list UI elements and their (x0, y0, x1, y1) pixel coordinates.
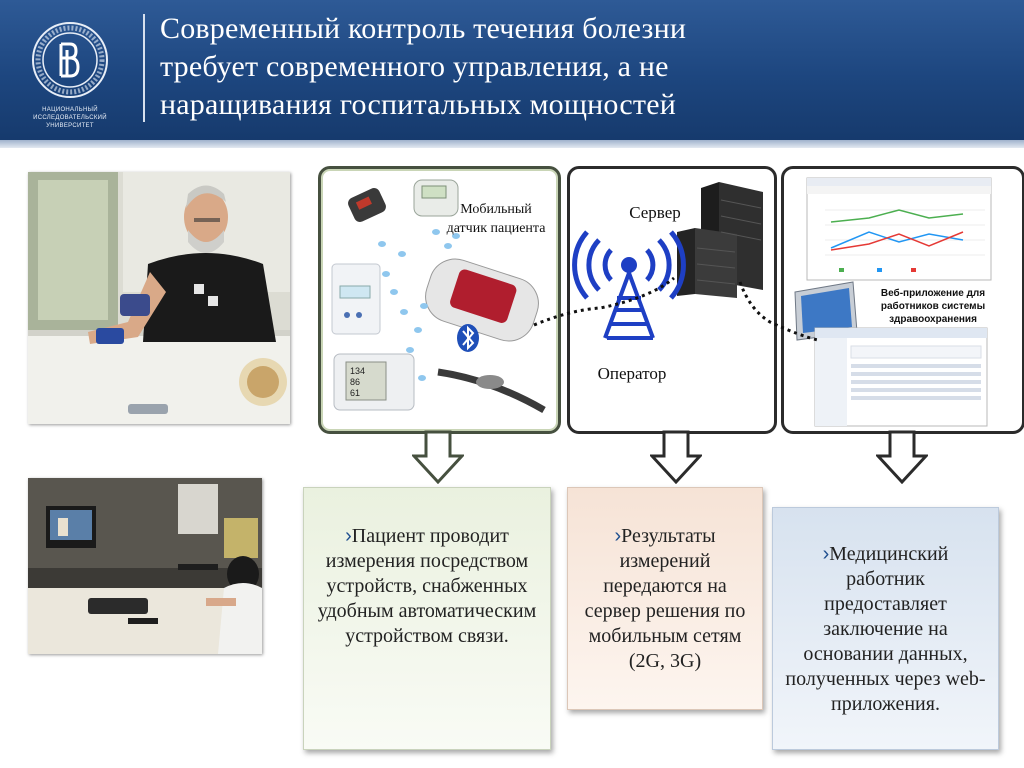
header-rule (0, 140, 1024, 148)
arrow-down-icon (650, 430, 702, 484)
doctor-step-box (772, 507, 999, 750)
bullet-chevron-icon: › (614, 525, 622, 547)
operator-label: Оператор (597, 364, 667, 383)
bullet-chevron-icon: › (822, 543, 830, 565)
arrow-down-icon (412, 430, 464, 484)
title-line-2: требует современного управления, а не (160, 50, 669, 83)
office-photo-illustration (28, 478, 262, 654)
doctor-step-text: Медицинский работник предоставляет заключение на основании данных, полученных через web-приложения. (785, 543, 986, 715)
results-step-box (567, 487, 763, 710)
server-label: Сервер (629, 203, 681, 222)
university-logo (30, 20, 110, 100)
table-screenshot (815, 328, 987, 426)
arrow-down-icon (876, 430, 928, 484)
patient-photo (28, 172, 290, 424)
chart-screenshot (807, 178, 991, 280)
pulse-oximeter-icon (346, 186, 388, 224)
bluetooth-icon (457, 324, 479, 352)
patient-photo-illustration (28, 172, 290, 424)
header-divider (143, 14, 145, 122)
office-photo (28, 478, 262, 654)
webapp-label: Веб-приложение для работников системы здравоохранения (880, 288, 986, 325)
title-line-3: наращивания госпитальных мощностей (160, 88, 676, 121)
svg-text:61: 61 (350, 388, 361, 398)
slide-title (160, 10, 1010, 124)
logo-caption: НАЦИОНАЛЬНЫЙ ИССЛЕДОВАТЕЛЬСКИЙ УНИВЕРСИТЕТ (33, 107, 107, 129)
patient-step-text: Пациент проводит измерения посредством устройств, снабженных удобным автоматическим устройством связи. (317, 525, 537, 647)
patient-step-box (303, 487, 551, 750)
bp-readout: 134 (350, 366, 366, 376)
mobile-sensor-label: Мобильный датчик пациента (446, 202, 546, 236)
svg-text:86: 86 (350, 377, 361, 387)
bullet-chevron-icon: › (345, 525, 352, 547)
blood-pressure-monitor-icon (334, 354, 414, 410)
results-step-text: Результаты измерений передаются на сервер решения по мобильным сетям (2G, 3G) (584, 525, 746, 672)
scale-icon (332, 264, 380, 334)
title-line-1: Современный контроль течения болезни (160, 12, 687, 45)
